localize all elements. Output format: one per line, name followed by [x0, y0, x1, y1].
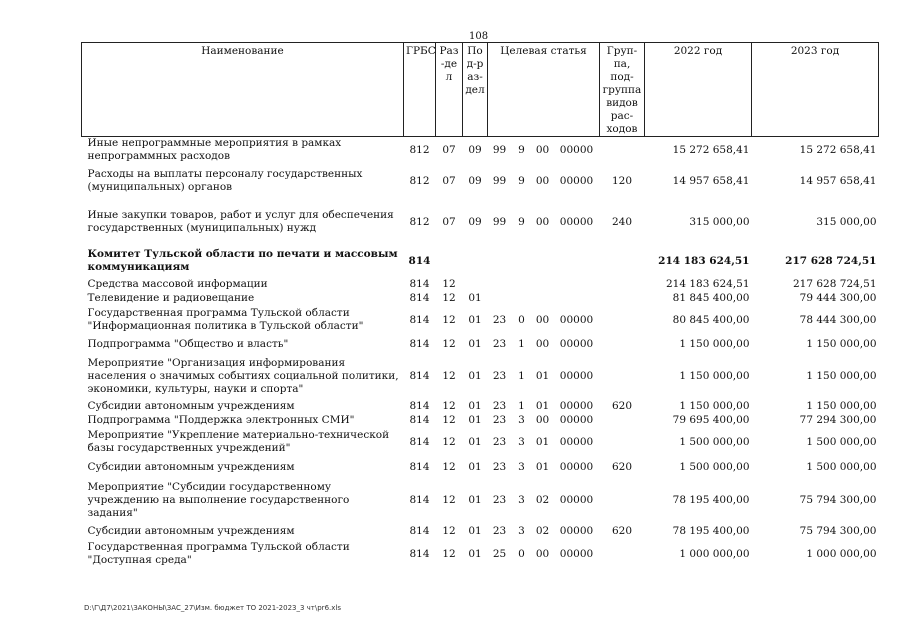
row-podrazdel: 01 — [468, 435, 482, 448]
row-target-code: 00000 — [559, 435, 594, 448]
row-target-program: 23 — [492, 493, 507, 506]
header-razdel: Раз-дел — [436, 43, 463, 137]
row-podrazdel: 01 — [468, 493, 482, 506]
row-amount-2022: 1 150 000,00 — [679, 399, 750, 412]
row-expense-group: 240 — [611, 215, 633, 228]
row-target-code — [554, 277, 600, 291]
row-grbs: 814 — [409, 291, 430, 304]
row-name: Субсидии автономным учреждениям — [87, 524, 295, 537]
row-amount-2022: 214 183 624,51 — [666, 277, 750, 290]
row-amount-2022: 1 000 000,00 — [679, 547, 750, 560]
row-name: Средства массовой информации — [87, 277, 268, 290]
row-grbs: 812 — [409, 215, 430, 228]
row-razdel: 12 — [442, 277, 456, 290]
row-target-subprogram — [512, 245, 532, 277]
row-grbs: 814 — [409, 399, 430, 412]
row-name: Подпрограмма "Поддержка электронных СМИ" — [87, 413, 355, 426]
row-amount-2023: 217 628 724,51 — [793, 277, 877, 290]
row-target-event: 01 — [535, 460, 550, 473]
budget-sheet — [81, 42, 878, 569]
row-podrazdel: 01 — [468, 547, 482, 560]
row-podrazdel: 01 — [468, 313, 482, 326]
table-row — [82, 539, 879, 569]
row-name: Мероприятие "Укрепление материально-технической базы государственных учреждений" — [87, 429, 390, 454]
table-row — [82, 199, 879, 245]
row-target-subprogram: 0 — [518, 313, 525, 326]
table-row — [82, 335, 879, 353]
row-amount-2022: 1 150 000,00 — [679, 337, 750, 350]
row-name: Государственная программа Тульской области "Доступная среда" — [87, 541, 350, 566]
row-grbs: 812 — [409, 143, 430, 156]
row-razdel: 12 — [442, 413, 456, 426]
table-row — [82, 163, 879, 199]
row-razdel: 07 — [442, 143, 456, 156]
row-target-program: 23 — [492, 369, 507, 382]
row-grbs: 814 — [409, 547, 430, 560]
row-target-code: 00000 — [559, 399, 594, 412]
row-name: Подпрограмма "Общество и власть" — [87, 337, 289, 350]
row-podrazdel: 01 — [468, 460, 482, 473]
table-row — [82, 457, 879, 477]
row-amount-2023: 75 794 300,00 — [799, 493, 877, 506]
row-podrazdel: 09 — [468, 215, 482, 228]
row-amount-2022: 81 845 400,00 — [672, 291, 750, 304]
row-name: Государственная программа Тульской области "Информационная политика в Тульской области" — [87, 307, 364, 332]
row-target-event: 01 — [535, 369, 550, 382]
row-razdel: 12 — [442, 337, 456, 350]
row-target-subprogram: 3 — [518, 435, 525, 448]
table-row — [82, 291, 879, 305]
row-amount-2023: 1 500 000,00 — [806, 460, 877, 473]
row-target-code: 00000 — [559, 524, 594, 537]
row-target-event — [532, 277, 554, 291]
row-target-event — [532, 245, 554, 277]
row-target-program — [488, 245, 512, 277]
row-expense-group — [600, 477, 645, 523]
row-razdel: 12 — [442, 460, 456, 473]
row-target-event: 00 — [535, 313, 550, 326]
row-target-code: 00000 — [559, 174, 594, 187]
row-grbs: 814 — [409, 313, 430, 326]
row-razdel: 12 — [442, 547, 456, 560]
row-grbs: 812 — [409, 174, 430, 187]
row-podrazdel: 01 — [468, 413, 482, 426]
row-amount-2022: 78 195 400,00 — [672, 524, 750, 537]
row-podrazdel: 09 — [468, 174, 482, 187]
row-razdel: 12 — [442, 369, 456, 382]
row-amount-2023: 1 500 000,00 — [806, 435, 877, 448]
row-target-program: 23 — [492, 413, 507, 426]
row-target-event: 00 — [535, 413, 550, 426]
row-target-event: 02 — [535, 524, 550, 537]
row-grbs: 814 — [409, 493, 430, 506]
row-target-event: 00 — [535, 143, 550, 156]
row-target-event: 00 — [535, 215, 550, 228]
table-row — [82, 353, 879, 399]
row-razdel — [436, 245, 463, 277]
row-amount-2023: 1 150 000,00 — [806, 399, 877, 412]
row-amount-2022: 15 272 658,41 — [672, 143, 750, 156]
row-target-subprogram: 1 — [518, 337, 525, 350]
row-target-subprogram: 3 — [518, 460, 525, 473]
row-target-event: 00 — [535, 337, 550, 350]
row-razdel: 12 — [442, 313, 456, 326]
row-razdel: 12 — [442, 399, 456, 412]
row-target-subprogram: 3 — [518, 413, 525, 426]
row-name: Иные закупки товаров, работ и услуг для обеспечения государственных (муниципальных) нужд — [87, 209, 394, 234]
row-name: Расходы на выплаты персоналу государственных (муниципальных) органов — [87, 168, 363, 193]
row-target-code: 00000 — [559, 413, 594, 426]
row-target-event — [532, 291, 554, 305]
row-target-event: 01 — [535, 435, 550, 448]
row-expense-group — [600, 245, 645, 277]
table-row — [82, 477, 879, 523]
row-target-program: 99 — [492, 215, 507, 228]
row-expense-group — [600, 305, 645, 335]
row-target-subprogram: 9 — [518, 215, 525, 228]
row-target-code: 00000 — [559, 369, 594, 382]
row-amount-2023: 217 628 724,51 — [785, 254, 877, 267]
file-path-footer: D:\Г\Д7\2021\ЗАКОНЫ\ЗАС_27\Изм. бюджет ТО 2021-2023_3 чт\pr6.xls — [84, 604, 341, 612]
row-grbs: 814 — [409, 277, 430, 290]
row-amount-2023: 79 444 300,00 — [799, 291, 877, 304]
row-podrazdel: 01 — [468, 369, 482, 382]
header-name: Наименование — [82, 43, 404, 137]
row-target-code: 00000 — [559, 493, 594, 506]
row-amount-2022: 79 695 400,00 — [672, 413, 750, 426]
row-amount-2023: 315 000,00 — [816, 215, 877, 228]
table-row — [82, 305, 879, 335]
row-target-subprogram: 9 — [518, 174, 525, 187]
row-target-event: 02 — [535, 493, 550, 506]
row-razdel: 07 — [442, 174, 456, 187]
row-amount-2022: 14 957 658,41 — [672, 174, 750, 187]
row-name: Субсидии автономным учреждениям — [87, 399, 295, 412]
row-expense-group — [600, 413, 645, 427]
row-grbs: 814 — [409, 524, 430, 537]
header-expense-group: Груп-па, под-группа видов рас-ходов — [600, 43, 645, 137]
page-number: 108 — [469, 31, 489, 42]
row-podrazdel: 09 — [468, 143, 482, 156]
row-target-subprogram: 1 — [518, 399, 525, 412]
row-grbs: 814 — [409, 369, 430, 382]
row-name: Телевидение и радиовещание — [87, 291, 255, 304]
row-expense-group: 120 — [611, 174, 633, 187]
row-amount-2023: 1 000 000,00 — [806, 547, 877, 560]
row-razdel: 12 — [442, 524, 456, 537]
row-target-code: 00000 — [559, 215, 594, 228]
row-target-subprogram: 1 — [518, 369, 525, 382]
row-target-code — [554, 245, 600, 277]
row-amount-2022: 1 150 000,00 — [679, 369, 750, 382]
row-amount-2022: 80 845 400,00 — [672, 313, 750, 326]
row-target-subprogram: 0 — [518, 547, 525, 560]
row-target-program — [488, 277, 512, 291]
table-row — [82, 277, 879, 291]
row-name: Субсидии автономным учреждениям — [87, 460, 295, 473]
header-year-2023: 2023 год — [752, 43, 879, 137]
row-podrazdel: 01 — [468, 291, 482, 304]
table-row — [82, 427, 879, 457]
row-amount-2023: 1 150 000,00 — [806, 337, 877, 350]
row-expense-group — [600, 335, 645, 353]
row-target-subprogram: 3 — [518, 524, 525, 537]
row-amount-2022: 1 500 000,00 — [679, 460, 750, 473]
row-amount-2023: 75 794 300,00 — [799, 524, 877, 537]
row-podrazdel: 01 — [468, 524, 482, 537]
header-target-article: Целевая статья — [488, 43, 600, 137]
row-amount-2023: 77 294 300,00 — [799, 413, 877, 426]
row-target-subprogram — [512, 291, 532, 305]
row-razdel: 12 — [442, 291, 456, 304]
row-target-subprogram: 3 — [518, 493, 525, 506]
row-amount-2022: 78 195 400,00 — [672, 493, 750, 506]
row-grbs: 814 — [409, 460, 430, 473]
table-row — [82, 523, 879, 539]
row-name: Мероприятие "Субсидии государственному учреждению на выполнение государственного задания" — [87, 480, 350, 519]
row-target-code: 00000 — [559, 313, 594, 326]
row-target-code: 00000 — [559, 143, 594, 156]
budget-table — [81, 42, 879, 569]
row-target-program: 23 — [492, 435, 507, 448]
row-razdel: 07 — [442, 215, 456, 228]
row-target-program: 99 — [492, 143, 507, 156]
row-razdel: 12 — [442, 493, 456, 506]
row-amount-2023: 14 957 658,41 — [799, 174, 877, 187]
row-target-program: 23 — [492, 313, 507, 326]
header-row — [82, 43, 879, 137]
row-expense-group — [600, 137, 645, 164]
row-amount-2022: 1 500 000,00 — [679, 435, 750, 448]
row-grbs: 814 — [409, 413, 430, 426]
row-podrazdel: 01 — [468, 399, 482, 412]
row-podrazdel — [463, 277, 488, 291]
row-target-code: 00000 — [559, 547, 594, 560]
row-expense-group: 620 — [611, 460, 633, 473]
row-expense-group: 620 — [611, 524, 633, 537]
row-expense-group — [600, 277, 645, 291]
row-name: Иные непрограммные мероприятия в рамках непрограммных расходов — [87, 137, 342, 162]
row-target-event: 01 — [535, 399, 550, 412]
row-expense-group: 620 — [611, 399, 633, 412]
row-amount-2022: 214 183 624,51 — [658, 254, 750, 267]
row-expense-group — [600, 353, 645, 399]
row-expense-group — [600, 291, 645, 305]
header-podrazdel: Под-раз-дел — [463, 43, 488, 137]
row-target-program: 23 — [492, 524, 507, 537]
row-target-program — [488, 291, 512, 305]
table-row — [82, 245, 879, 277]
row-target-code: 00000 — [559, 337, 594, 350]
table-row — [82, 137, 879, 164]
row-expense-group — [600, 427, 645, 457]
header-grbs: ГРБС — [404, 43, 436, 137]
row-grbs: 814 — [408, 254, 431, 267]
table-body — [82, 137, 879, 570]
row-target-event: 00 — [535, 547, 550, 560]
row-podrazdel — [463, 245, 488, 277]
row-expense-group — [600, 539, 645, 569]
row-amount-2023: 15 272 658,41 — [799, 143, 877, 156]
table-row — [82, 399, 879, 413]
row-target-code: 00000 — [559, 460, 594, 473]
row-amount-2023: 1 150 000,00 — [806, 369, 877, 382]
row-amount-2022: 315 000,00 — [689, 215, 750, 228]
row-target-subprogram: 9 — [518, 143, 525, 156]
row-target-code — [554, 291, 600, 305]
row-name: Мероприятие "Организация информирования населения о значимых событиях социальной политики, экономики, культуры, науки и спорта" — [87, 356, 399, 395]
row-target-program: 23 — [492, 460, 507, 473]
row-target-event: 00 — [535, 174, 550, 187]
row-amount-2023: 78 444 300,00 — [799, 313, 877, 326]
table-row — [82, 413, 879, 427]
row-target-program: 23 — [492, 399, 507, 412]
row-podrazdel: 01 — [468, 337, 482, 350]
row-target-program: 99 — [492, 174, 507, 187]
row-razdel: 12 — [442, 435, 456, 448]
row-name: Комитет Тульской области по печати и массовым коммуникациям — [87, 248, 398, 273]
row-target-subprogram — [512, 277, 532, 291]
row-grbs: 814 — [409, 435, 430, 448]
row-grbs: 814 — [409, 337, 430, 350]
row-target-program: 25 — [492, 547, 507, 560]
row-target-program: 23 — [492, 337, 507, 350]
header-year-2022: 2022 год — [645, 43, 752, 137]
